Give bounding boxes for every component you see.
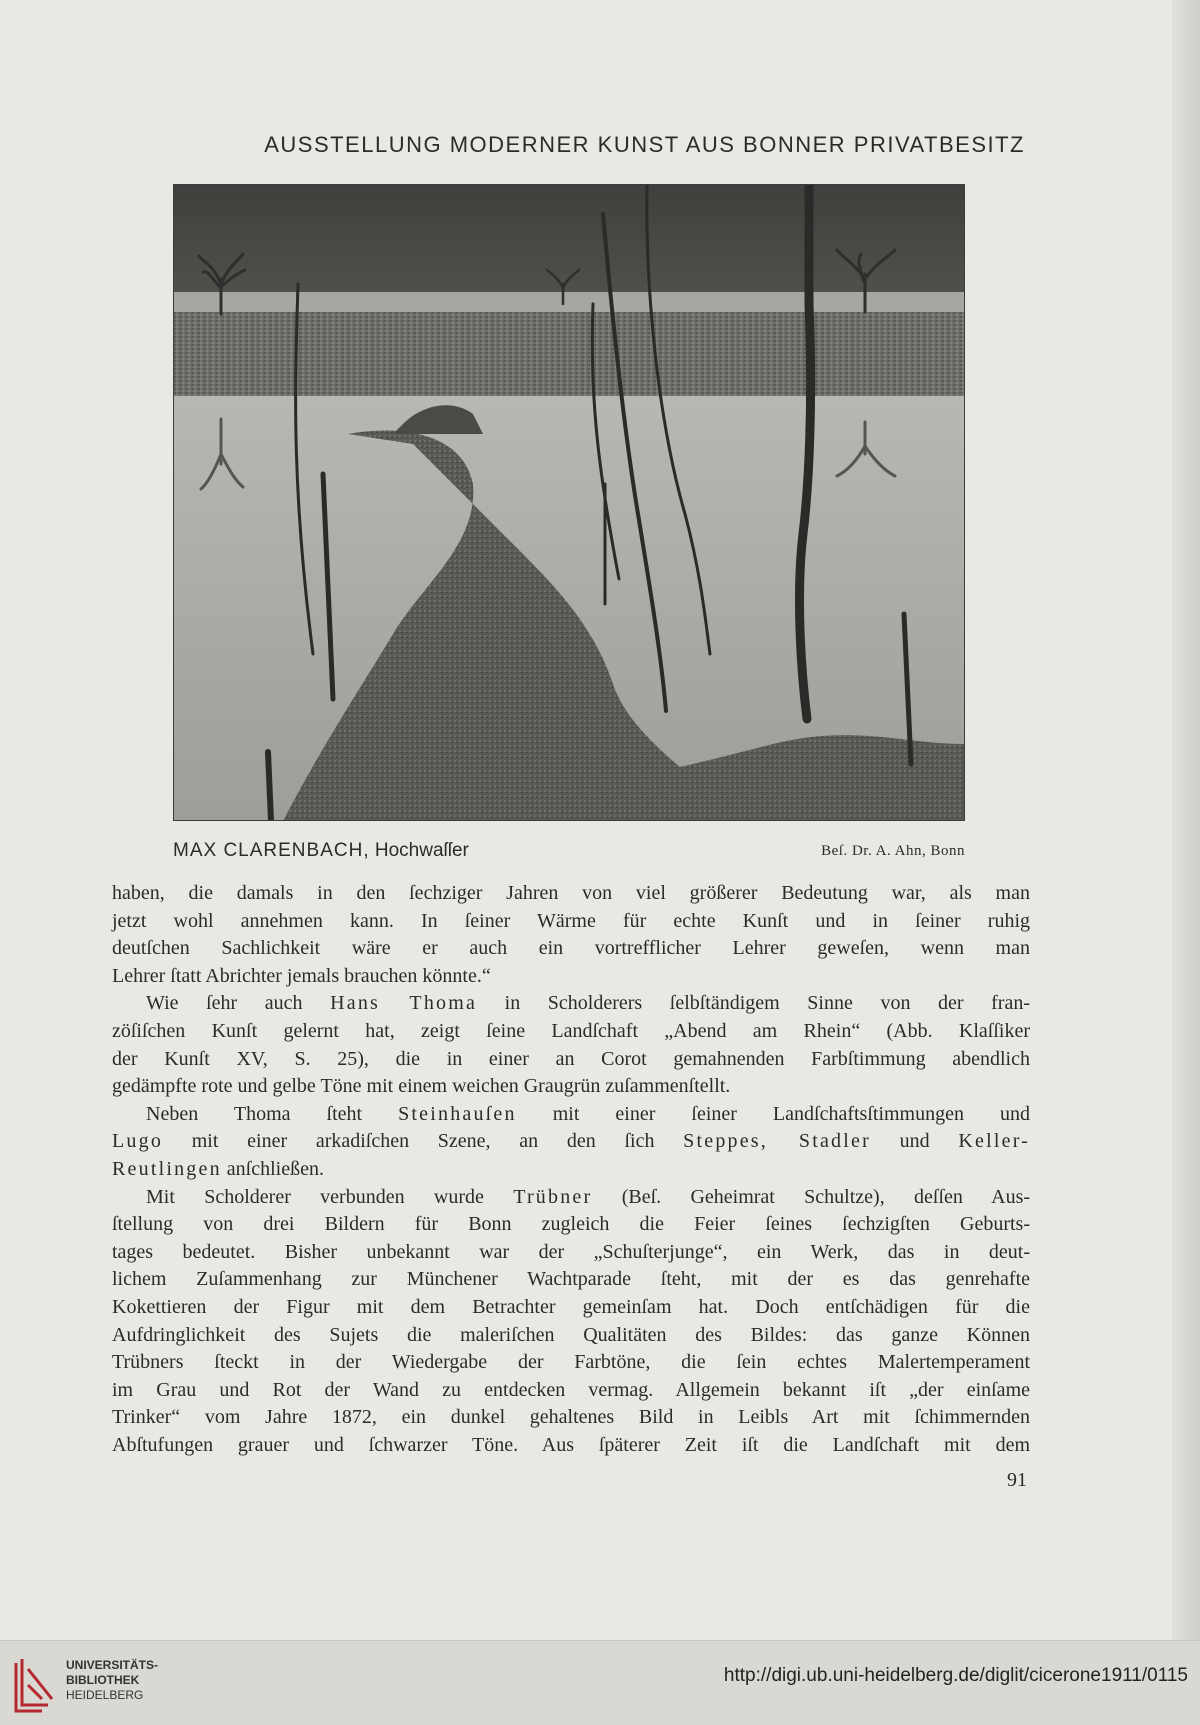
name-lugo: Lugo bbox=[112, 1130, 164, 1153]
text-line: deutſchen Sachlichkeit wäre er auch ein vortrefflicher Lehrer geweſen, wenn man bbox=[112, 937, 1030, 960]
painting-plate bbox=[173, 184, 965, 821]
text-line: Neben Thoma ſteht Steinhauſen mit einer ſeiner Landſchaftsſtimmungen und bbox=[146, 1102, 1030, 1125]
text-line: lichem Zuſammenhang zur Münchener Wachtparade ſteht, mit der es das genrehafte bbox=[112, 1268, 1030, 1291]
text-line: Abſtufungen grauer und ſchwarzer Töne. Aus ſpäterer Zeit iſt die Landſchaft mit dem bbox=[112, 1433, 1030, 1456]
name-reutlingen: Reutlingen bbox=[112, 1157, 222, 1180]
source-url-link[interactable]: http://digi.ub.uni-heidelberg.de/diglit/cicerone1911/0115 bbox=[723, 1665, 1188, 1686]
text-line: Trübners ſteckt in der Wiedergabe der Farbtöne, die ſein echtes Malertemperament bbox=[112, 1351, 1030, 1374]
text-line: Wie ſehr auch Hans Thoma in Scholderers ſelbſtändigem Sinne von der fran- bbox=[146, 992, 1030, 1015]
caption-title: Hochwaſſer bbox=[374, 840, 469, 861]
text-line: Kokettieren der Figur mit dem Betrachter gemeinſam hat. Doch entſchädigen für die bbox=[112, 1295, 1030, 1318]
name-steinhausen: Steinhauſen bbox=[398, 1102, 517, 1125]
library-name: UNIVERSITÄTS- BIBLIOTHEK HEIDELBERG bbox=[66, 1658, 159, 1702]
plate-caption bbox=[173, 840, 469, 862]
running-head: AUSSTELLUNG MODERNER KUNST AUS BONNER PRIVATBESITZ bbox=[264, 132, 1025, 157]
text-line: Trinker“ vom Jahre 1872, ein dunkel gehaltenes Bild in Leibls Art mit ſchimmernden bbox=[112, 1406, 1030, 1429]
caption-owner: Beſ. Dr. A. Ahn, Bonn bbox=[821, 843, 965, 859]
name-steppes-stadler: Steppes, Stadler bbox=[683, 1130, 871, 1153]
text-line: Reutlingen anſchließen. bbox=[112, 1157, 324, 1180]
name-hans-thoma: Hans Thoma bbox=[330, 992, 478, 1015]
name-truebner: Trübner bbox=[513, 1185, 593, 1208]
text-line: jetzt wohl annehmen kann. In ſeiner Wärme für echte Kunſt und in ſeiner ruhig bbox=[112, 909, 1030, 932]
text-line: der Kunſt XV, S. 25), die in einer an Corot gemahnenden Farbſtimmung abendlich bbox=[112, 1047, 1030, 1070]
painting-hochwasser bbox=[173, 184, 965, 821]
text-line: Aufdringlichkeit des Sujets die maleriſchen Qualitäten des Bildes: das ganze Können bbox=[112, 1323, 1030, 1346]
library-logo-icon[interactable] bbox=[12, 1655, 60, 1715]
page-number: 91 bbox=[1007, 1469, 1027, 1491]
name-keller: Keller- bbox=[958, 1130, 1031, 1153]
text-line: Lehrer ſtatt Abrichter jemals brauchen könnte.“ bbox=[112, 964, 491, 987]
text-line: Lugo mit einer arkadiſchen Szene, an den ſich Steppes, Stadler und Keller- bbox=[112, 1130, 1031, 1153]
text-line: gedämpfte rote und gelbe Töne mit einem weichen Graugrün zuſammenſtellt. bbox=[112, 1075, 731, 1098]
viewer-footer bbox=[0, 1640, 1200, 1725]
text-line: ſtellung von drei Bildern für Bonn zugleich die Feier ſeines ſechzigſten Geburts- bbox=[112, 1213, 1030, 1236]
text-line: im Grau und Rot der Wand zu entdecken vermag. Allgemein bekannt iſt „der einſame bbox=[112, 1378, 1030, 1401]
text-line: haben, die damals in den ſechziger Jahren von viel größerer Bedeutung war, als man bbox=[112, 882, 1030, 904]
text-line: tages bedeutet. Bisher unbekannt war der „Schuſterjunge“, ein Werk, das in deut- bbox=[112, 1240, 1030, 1263]
body-text bbox=[112, 880, 1030, 1459]
text-line: zöſiſchen Kunſt gelernt hat, zeigt ſeine Landſchaft „Abend am Rhein“ (Abb. Klaſſiker bbox=[112, 1019, 1030, 1042]
text-line: Mit Scholderer verbunden wurde Trübner (Beſ. Geheimrat Schultze), deſſen Aus- bbox=[146, 1185, 1031, 1208]
caption-artist: MAX CLARENBACH, bbox=[173, 840, 370, 861]
